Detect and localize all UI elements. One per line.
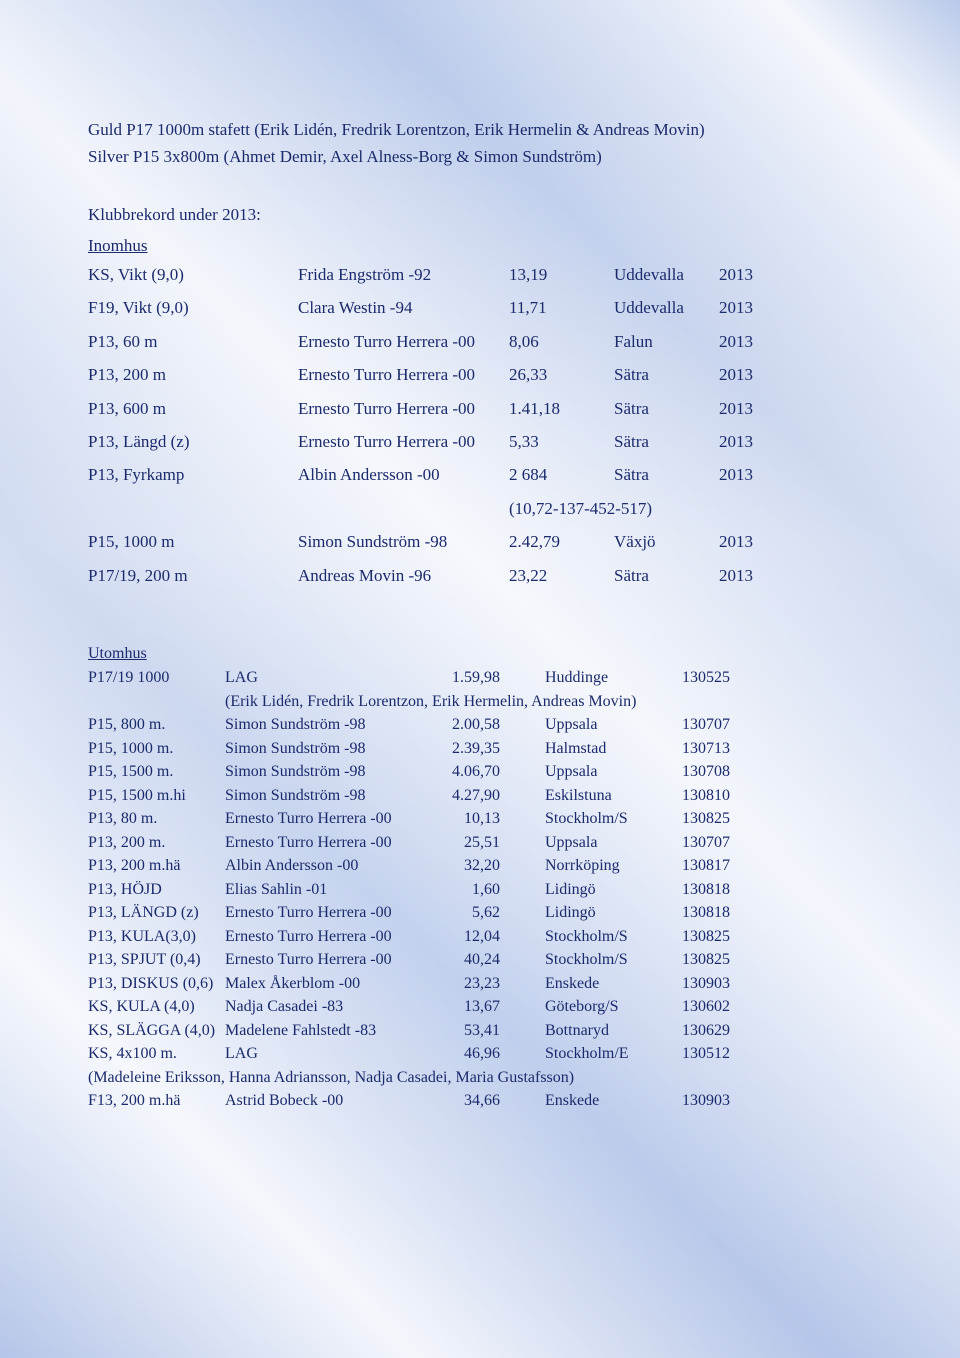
cell-date: 130707 — [682, 833, 730, 851]
cell-athlete: Ernesto Turro Herrera -00 — [225, 810, 392, 827]
cell-date: 130818 — [682, 904, 730, 921]
team-members-note — [88, 1066, 575, 1090]
cell-event: F13, 200 m.hä — [88, 1092, 181, 1109]
cell-athlete: Andreas Movin -96 — [298, 565, 432, 585]
cell-athlete: Madelene Fahlstedt -83 — [225, 1021, 377, 1039]
cell-event: P13, 200 m.hä — [88, 857, 181, 874]
cell-athlete: Astrid Bobeck -00 — [225, 1092, 344, 1109]
cell-place: Stockholm/S — [545, 951, 628, 968]
cell-event: P13, LÄNGD (z) — [88, 904, 199, 921]
cell-result: 1.41,18 — [509, 398, 560, 418]
cell-event: P15, 1000 m. — [88, 739, 174, 757]
cell-athlete: Ernesto Turro Herrera -00 — [225, 927, 392, 945]
outdoor-label: Utomhus — [88, 645, 147, 662]
cell-athlete: LAG — [225, 1045, 258, 1062]
cell-place: Stockholm/S — [545, 927, 628, 945]
cell-date: 130602 — [682, 998, 730, 1015]
table-row — [88, 995, 730, 1019]
cell-place: Sätra — [614, 365, 649, 385]
cell-result: 34,66 — [464, 1092, 500, 1109]
table-row — [88, 901, 730, 925]
table-row — [88, 291, 753, 324]
table-row — [88, 972, 730, 996]
table-row — [88, 325, 753, 358]
cell-place: Sätra — [614, 431, 649, 451]
cell-result: 8,06 — [509, 331, 539, 351]
table-row — [88, 492, 653, 525]
cell-event: P13, Längd (z) — [88, 431, 190, 451]
cell-date: 130512 — [682, 1045, 730, 1062]
cell-place: Falun — [614, 331, 653, 351]
cell-result: 2.00,58 — [452, 716, 500, 733]
table-row — [88, 458, 753, 491]
cell-result: 5,62 — [472, 904, 500, 921]
cell-date: 130810 — [682, 786, 730, 804]
cell-place: Uddevalla — [614, 298, 684, 318]
cell-athlete: Simon Sundström -98 — [225, 716, 366, 733]
cell-place: Norrköping — [545, 857, 620, 874]
cell-place: Lidingö — [545, 880, 596, 898]
cell-event: KS, KULA (4,0) — [88, 998, 195, 1015]
intro-paragraph — [88, 116, 705, 170]
cell-date: 130525 — [682, 669, 730, 686]
cell-date: 2013 — [719, 331, 753, 351]
cell-event: KS, 4x100 m. — [88, 1045, 177, 1062]
cell-date: 2013 — [719, 398, 753, 418]
cell-result: 32,20 — [464, 857, 500, 874]
cell-result: 13,19 — [509, 265, 548, 284]
cell-event: P15, 1500 m. — [88, 763, 174, 780]
cell-athlete: Malex Åkerblom -00 — [225, 974, 361, 992]
cell-result: 46,96 — [464, 1045, 500, 1062]
cell-event: P13, Fyrkamp — [88, 465, 185, 485]
cell-event: P13, 60 m — [88, 331, 158, 351]
cell-result: 1.59,98 — [452, 669, 500, 686]
cell-date: 2013 — [719, 298, 753, 318]
cell-athlete: Albin Andersson -00 — [225, 857, 359, 874]
cell-place: Sätra — [614, 465, 649, 485]
table-row — [88, 392, 753, 425]
table-row — [88, 878, 730, 902]
cell-result: 11,71 — [509, 298, 547, 318]
cell-event: P13, SPJUT (0,4) — [88, 951, 201, 968]
records-heading: Klubbrekord under 2013: — [88, 205, 261, 224]
cell-event: P13, 600 m — [88, 398, 166, 418]
cell-place: Eskilstuna — [545, 786, 612, 804]
table-row — [88, 807, 730, 831]
cell-event: P15, 1500 m.hi — [88, 786, 186, 804]
table-row — [88, 358, 753, 391]
cell-event: KS, Vikt (9,0) — [88, 265, 184, 284]
cell-athlete: LAG — [225, 669, 258, 686]
cell-date: 130629 — [682, 1021, 730, 1039]
cell-event: P15, 1000 m — [88, 532, 175, 552]
cell-event: P13, DISKUS (0,6) — [88, 974, 214, 992]
cell-date: 130903 — [682, 1092, 730, 1109]
cell-place: Lidingö — [545, 904, 596, 921]
cell-event: P13, 200 m — [88, 365, 166, 385]
cell-place: Uppsala — [545, 763, 598, 780]
cell-date: 130818 — [682, 880, 730, 898]
cell-event: P13, 200 m. — [88, 833, 166, 851]
team-members-note — [88, 690, 637, 714]
cell-place: Växjö — [614, 532, 656, 552]
cell-athlete: Ernesto Turro Herrera -00 — [225, 904, 392, 921]
cell-place: Stockholm/S — [545, 810, 628, 827]
intro-line: Guld P17 1000m stafett (Erik Lidén, Fredrik Lorentzon, Erik Hermelin & Andreas Movin) — [88, 120, 705, 139]
cell-athlete: Ernesto Turro Herrera -00 — [298, 431, 476, 451]
table-row — [88, 559, 753, 592]
table-row — [88, 1042, 730, 1066]
cell-athlete: Simon Sundström -98 — [298, 532, 448, 552]
table-row — [88, 666, 730, 690]
cell-result: 13,67 — [464, 998, 500, 1015]
cell-result: 2.39,35 — [452, 739, 500, 757]
cell-place: Göteborg/S — [545, 998, 619, 1015]
cell-date: 2013 — [719, 265, 753, 284]
outdoor-table — [88, 666, 730, 1113]
indoor-label: Inomhus — [88, 236, 148, 255]
cell-athlete: Simon Sundström -98 — [225, 786, 366, 804]
cell-event: F19, Vikt (9,0) — [88, 298, 189, 318]
cell-place: Enskede — [545, 974, 600, 992]
cell-place: Uddevalla — [614, 265, 684, 284]
cell-date: 130707 — [682, 716, 730, 733]
cell-result: 23,23 — [464, 974, 500, 992]
cell-date: 2013 — [719, 431, 753, 451]
cell-place: Enskede — [545, 1092, 600, 1109]
cell-event: P13, KULA(3,0) — [88, 927, 196, 945]
intro-line: Silver P15 3x800m (Ahmet Demir, Axel Alness-Borg & Simon Sundström) — [88, 147, 602, 166]
note-text: (Madeleine Eriksson, Hanna Adriansson, Nadja Casadei, Maria Gustafsson) — [88, 1068, 575, 1086]
cell-date: 130825 — [682, 927, 730, 945]
cell-result: 25,51 — [464, 833, 500, 851]
table-row — [88, 713, 730, 737]
cell-result: 40,24 — [464, 951, 500, 968]
table-row — [88, 737, 730, 761]
cell-date: 130825 — [682, 951, 730, 968]
cell-result: 12,04 — [464, 927, 500, 945]
cell-athlete: Albin Andersson -00 — [298, 465, 440, 485]
cell-result: 26,33 — [509, 365, 548, 385]
table-row — [88, 831, 730, 855]
table-row — [88, 425, 753, 458]
cell-event: P13, 80 m. — [88, 810, 158, 827]
outdoor-section — [88, 643, 730, 1113]
cell-athlete: Ernesto Turro Herrera -00 — [225, 833, 392, 851]
cell-result: 5,33 — [509, 431, 539, 451]
indoor-table — [88, 258, 753, 592]
cell-athlete: Frida Engström -92 — [298, 265, 432, 284]
cell-result: 2.42,79 — [509, 532, 560, 552]
table-row — [88, 948, 730, 972]
cell-athlete: Elias Sahlin -01 — [225, 880, 328, 898]
cell-event: P17/19 1000 — [88, 669, 170, 686]
table-row — [88, 925, 730, 949]
cell-event: P13, HÖJD — [88, 880, 162, 898]
cell-athlete: Clara Westin -94 — [298, 298, 413, 318]
cell-event: KS, SLÄGGA (4,0) — [88, 1021, 216, 1039]
cell-event: P15, 800 m. — [88, 716, 166, 733]
cell-date: 130713 — [682, 739, 730, 757]
table-row — [88, 854, 730, 878]
cell-date: 130903 — [682, 974, 730, 992]
cell-place: Halmstad — [545, 739, 607, 757]
cell-result: 2 684 — [509, 465, 548, 485]
table-row — [88, 525, 753, 558]
table-row — [88, 784, 730, 808]
cell-date: 130817 — [682, 857, 730, 874]
cell-athlete: Ernesto Turro Herrera -00 — [298, 331, 476, 351]
cell-event: P17/19, 200 m — [88, 565, 188, 585]
cell-result: 53,41 — [464, 1021, 500, 1039]
cell-result: 4.06,70 — [452, 763, 500, 780]
cell-result: 10,13 — [464, 810, 500, 827]
cell-place: Bottnaryd — [545, 1021, 609, 1039]
cell-result: 4.27,90 — [452, 786, 500, 804]
cell-athlete: Ernesto Turro Herrera -00 — [225, 951, 392, 968]
table-row — [88, 1089, 730, 1113]
cell-athlete: Simon Sundström -98 — [225, 763, 366, 780]
cell-athlete: Ernesto Turro Herrera -00 — [298, 398, 476, 418]
cell-date: 2013 — [719, 465, 753, 485]
cell-date: 130708 — [682, 763, 730, 780]
cell-date: 2013 — [719, 565, 753, 585]
cell-result: 1,60 — [472, 880, 500, 898]
table-row — [88, 1019, 730, 1043]
cell-date: 130825 — [682, 810, 730, 827]
cell-place: Sätra — [614, 398, 649, 418]
note-text: (Erik Lidén, Fredrik Lorentzon, Erik Hermelin, Andreas Movin) — [225, 692, 637, 710]
cell-date: 2013 — [719, 532, 753, 552]
cell-athlete: Simon Sundström -98 — [225, 739, 366, 757]
cell-place: Stockholm/E — [545, 1045, 629, 1062]
cell-date: 2013 — [719, 365, 753, 385]
cell-result: 23,22 — [509, 565, 548, 585]
indoor-section — [88, 234, 753, 592]
cell-athlete: Ernesto Turro Herrera -00 — [298, 365, 476, 385]
cell-result: (10,72-137-452-517) — [509, 498, 653, 518]
cell-place: Uppsala — [545, 833, 598, 851]
cell-athlete: Nadja Casadei -83 — [225, 998, 344, 1015]
cell-place: Sätra — [614, 565, 649, 585]
table-row — [88, 258, 753, 291]
cell-place: Uppsala — [545, 716, 598, 733]
table-row — [88, 760, 730, 784]
cell-place: Huddinge — [545, 669, 609, 686]
